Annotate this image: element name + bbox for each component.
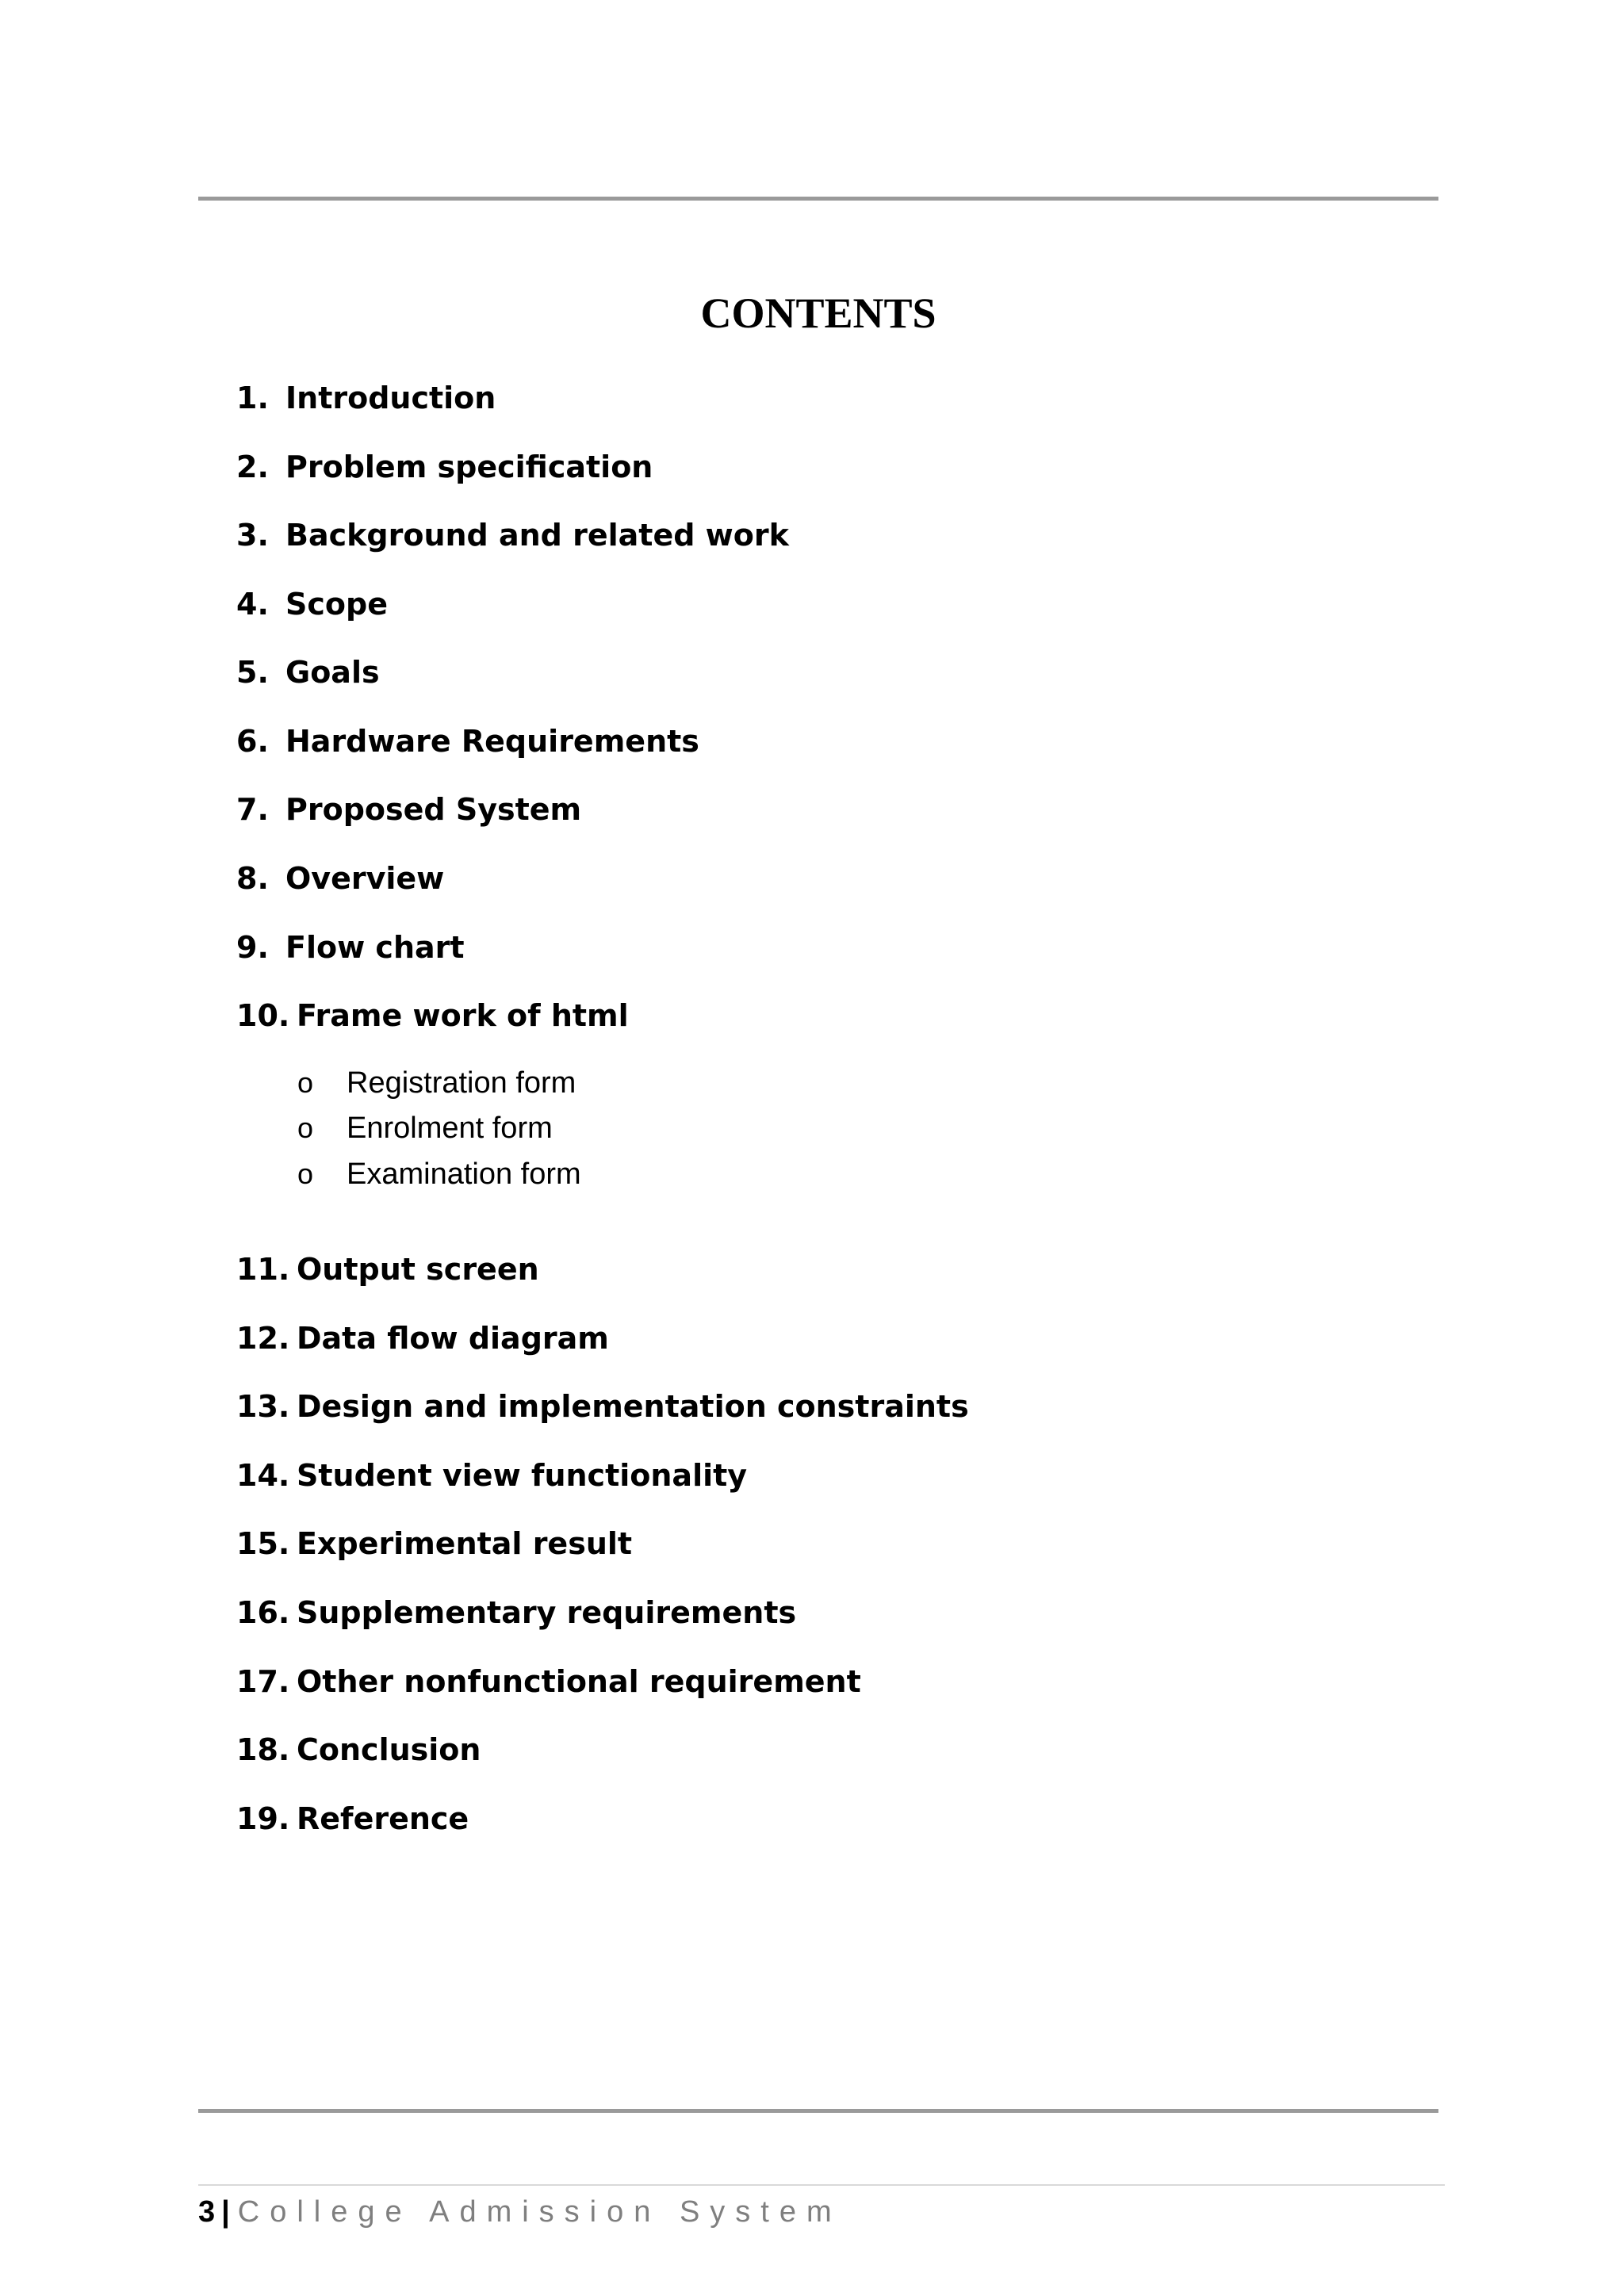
toc-item-frame-work-of-html[interactable] [236,992,629,1039]
toc-label: Output screen [297,1252,539,1287]
toc-item-problem-specification[interactable] [236,443,653,491]
toc-item-output-screen[interactable] [236,1246,539,1293]
toc-number: 2. [236,450,269,484]
toc-label: Design and implementation constraints [297,1389,969,1424]
toc-item-goals[interactable] [236,649,380,696]
toc-number: 1. [236,381,269,415]
toc-number: 17. [236,1664,290,1699]
toc-number: 10. [236,998,290,1033]
toc-item-scope[interactable] [236,580,388,628]
footer-rule [198,2184,1445,2186]
footer-document-title: College Admission System [237,2195,842,2229]
toc-number: 19. [236,1801,290,1836]
toc-item-flow-chart[interactable] [236,924,465,971]
toc-item-reference[interactable] [236,1795,469,1843]
toc-number: 14. [236,1458,290,1493]
toc-label: Background and related work [285,518,789,553]
toc-number: 4. [236,587,269,622]
toc-label: Data flow diagram [297,1321,609,1356]
toc-number: 12. [236,1321,290,1356]
toc-subitem-registration-form[interactable] [297,1062,576,1104]
toc-item-proposed-system[interactable] [236,786,581,833]
toc-item-hardware-requirements[interactable] [236,718,699,765]
toc-item-nonfunctional-requirement[interactable] [236,1658,861,1705]
toc-label: Problem specification [285,450,653,484]
toc-label: Scope [285,587,388,622]
toc-label: Introduction [285,381,496,415]
toc-number: 8. [236,861,269,896]
page-footer [198,2188,842,2236]
toc-label: Student view functionality [297,1458,748,1493]
subitem-label: Enrolment form [347,1112,553,1145]
toc-number: 16. [236,1595,290,1630]
toc-number: 6. [236,724,269,759]
toc-label: Supplementary requirements [297,1595,797,1630]
toc-item-supplementary-requirements[interactable] [236,1589,796,1636]
header-rule [198,197,1438,201]
bullet-circle-icon: o [297,1066,314,1099]
toc-number: 3. [236,518,269,553]
toc-label: Frame work of html [297,998,629,1033]
toc-number: 7. [236,792,269,827]
toc-item-introduction[interactable] [236,374,496,422]
toc-label: Proposed System [285,792,582,827]
toc-subitem-enrolment-form[interactable] [297,1108,553,1149]
toc-item-conclusion[interactable] [236,1726,481,1774]
toc-number: 15. [236,1526,290,1561]
toc-item-background[interactable] [236,511,789,559]
toc-label: Other nonfunctional requirement [297,1664,861,1699]
toc-item-student-view[interactable] [236,1452,747,1499]
bullet-circle-icon: o [297,1158,314,1190]
toc-label: Conclusion [297,1732,481,1767]
toc-item-experimental-result[interactable] [236,1520,632,1567]
toc-number: 9. [236,930,269,965]
toc-number: 18. [236,1732,290,1767]
page-number: 3 [198,2195,216,2229]
bottom-rule [198,2109,1438,2113]
toc-label: Overview [285,861,445,896]
toc-item-overview[interactable] [236,855,444,902]
toc-item-data-flow-diagram[interactable] [236,1314,609,1362]
bullet-circle-icon: o [297,1112,314,1144]
subitem-label: Examination form [347,1158,581,1191]
page-title: CONTENTS [700,289,936,337]
subitem-label: Registration form [347,1066,576,1100]
toc-label: Reference [297,1801,469,1836]
toc-number: 11. [236,1252,290,1287]
toc-number: 5. [236,655,269,690]
toc-label: Hardware Requirements [285,724,699,759]
toc-label: Experimental result [297,1526,633,1561]
toc-number: 13. [236,1389,290,1424]
toc-label: Flow chart [285,930,465,965]
toc-label: Goals [285,655,380,690]
toc-item-design-constraints[interactable] [236,1383,969,1430]
toc-subitem-examination-form[interactable] [297,1154,581,1195]
footer-separator: | [221,2195,230,2229]
